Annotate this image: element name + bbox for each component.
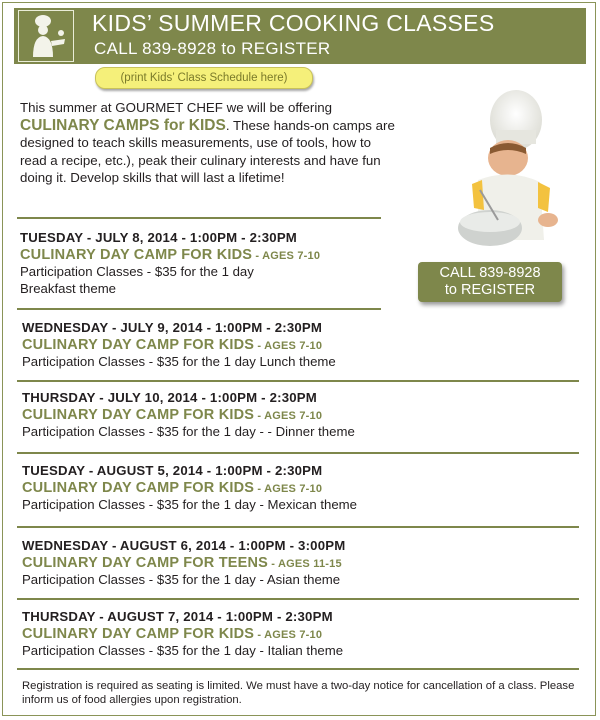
event-date: WEDNESDAY - JULY 9, 2014 - 1:00PM - 2:30PM	[22, 320, 323, 335]
event-name	[20, 247, 320, 265]
event-ages: - AGES 7-10	[252, 249, 321, 262]
event-ages: - AGES 7-10	[254, 409, 323, 422]
event-title: CULINARY DAY CAMP FOR KIDS	[20, 246, 253, 263]
event-title: CULINARY DAY CAMP FOR TEENS	[22, 554, 269, 571]
event-ages: - AGES 11-15	[268, 557, 342, 570]
event-ages: - AGES 7-10	[254, 628, 323, 641]
print-schedule-button[interactable]: (print Kids’ Class Schedule here)	[95, 67, 313, 89]
event-item	[20, 230, 320, 297]
event-date: WEDNESDAY - AUGUST 6, 2014 - 1:00PM - 3:00PM	[22, 538, 346, 553]
divider	[17, 217, 381, 219]
event-description: Participation Classes - $35 for the 1 day - - Dinner theme	[22, 424, 355, 439]
registration-notice: Registration is required as seating is limited. We must have a two-day notice for cancellation of a class. Please inform us of food allergies upon registration.	[22, 680, 575, 706]
event-name	[22, 626, 343, 644]
intro-text-after: . These hands-on camps are designed to teach skills measurements, use of tools, how to read a recipe, etc.), peak their culinary interests and have fun doing it. Develop skills that will last a lifetime!	[20, 117, 395, 185]
divider	[17, 308, 381, 310]
event-title: CULINARY DAY CAMP FOR KIDS	[22, 479, 255, 496]
event-item	[22, 538, 345, 589]
event-title: CULINARY DAY CAMP FOR KIDS	[22, 625, 255, 642]
event-title: CULINARY DAY CAMP FOR KIDS	[22, 336, 255, 353]
divider	[17, 598, 579, 600]
call-button-line2: to REGISTER	[444, 282, 536, 298]
event-date: THURSDAY - JULY 10, 2014 - 1:00PM - 2:30PM	[22, 390, 317, 405]
event-date: TUESDAY - AUGUST 5, 2014 - 1:00PM - 2:30PM	[22, 463, 323, 478]
page-subtitle: CALL 839-8928 to REGISTER	[94, 39, 331, 58]
call-button-line1: CALL 839-8928	[439, 265, 541, 281]
intro-paragraph	[20, 99, 400, 187]
event-name	[22, 337, 336, 355]
event-date: THURSDAY - AUGUST 7, 2014 - 1:00PM - 2:30PM	[22, 609, 333, 624]
event-name	[22, 480, 357, 498]
event-item	[22, 390, 355, 441]
chef-cooking-icon	[18, 10, 74, 62]
intro-highlight: CULINARY CAMPS for KIDS	[20, 116, 226, 134]
event-description: Participation Classes - $35 for the 1 day Lunch theme	[22, 354, 336, 369]
event-name	[22, 407, 355, 425]
child-chef-photo	[420, 90, 580, 260]
event-description: Participation Classes - $35 for the 1 day - Asian theme	[22, 572, 341, 587]
divider	[17, 452, 579, 454]
event-ages: - AGES 7-10	[254, 482, 323, 495]
event-date: TUESDAY - JULY 8, 2014 - 1:00PM - 2:30PM	[20, 230, 297, 245]
divider	[17, 668, 579, 670]
call-to-register-button[interactable]	[418, 262, 562, 302]
event-theme: Breakfast theme	[20, 280, 117, 296]
event-title: CULINARY DAY CAMP FOR KIDS	[22, 406, 255, 423]
event-item	[22, 609, 343, 660]
event-ages: - AGES 7-10	[254, 339, 323, 352]
event-description: Participation Classes - $35 for the 1 day - Mexican theme	[22, 497, 357, 512]
divider	[17, 380, 579, 382]
header-banner	[14, 8, 586, 64]
divider	[17, 526, 579, 528]
page-title: KIDS’ SUMMER COOKING CLASSES	[92, 10, 495, 36]
event-item	[22, 463, 357, 514]
event-name	[22, 555, 345, 573]
event-description: Participation Classes - $35 for the 1 day	[20, 264, 254, 279]
event-item	[22, 320, 336, 371]
event-description: Participation Classes - $35 for the 1 day - Italian theme	[22, 643, 344, 658]
intro-text-before: This summer at GOURMET CHEF we will be offering	[20, 100, 333, 115]
